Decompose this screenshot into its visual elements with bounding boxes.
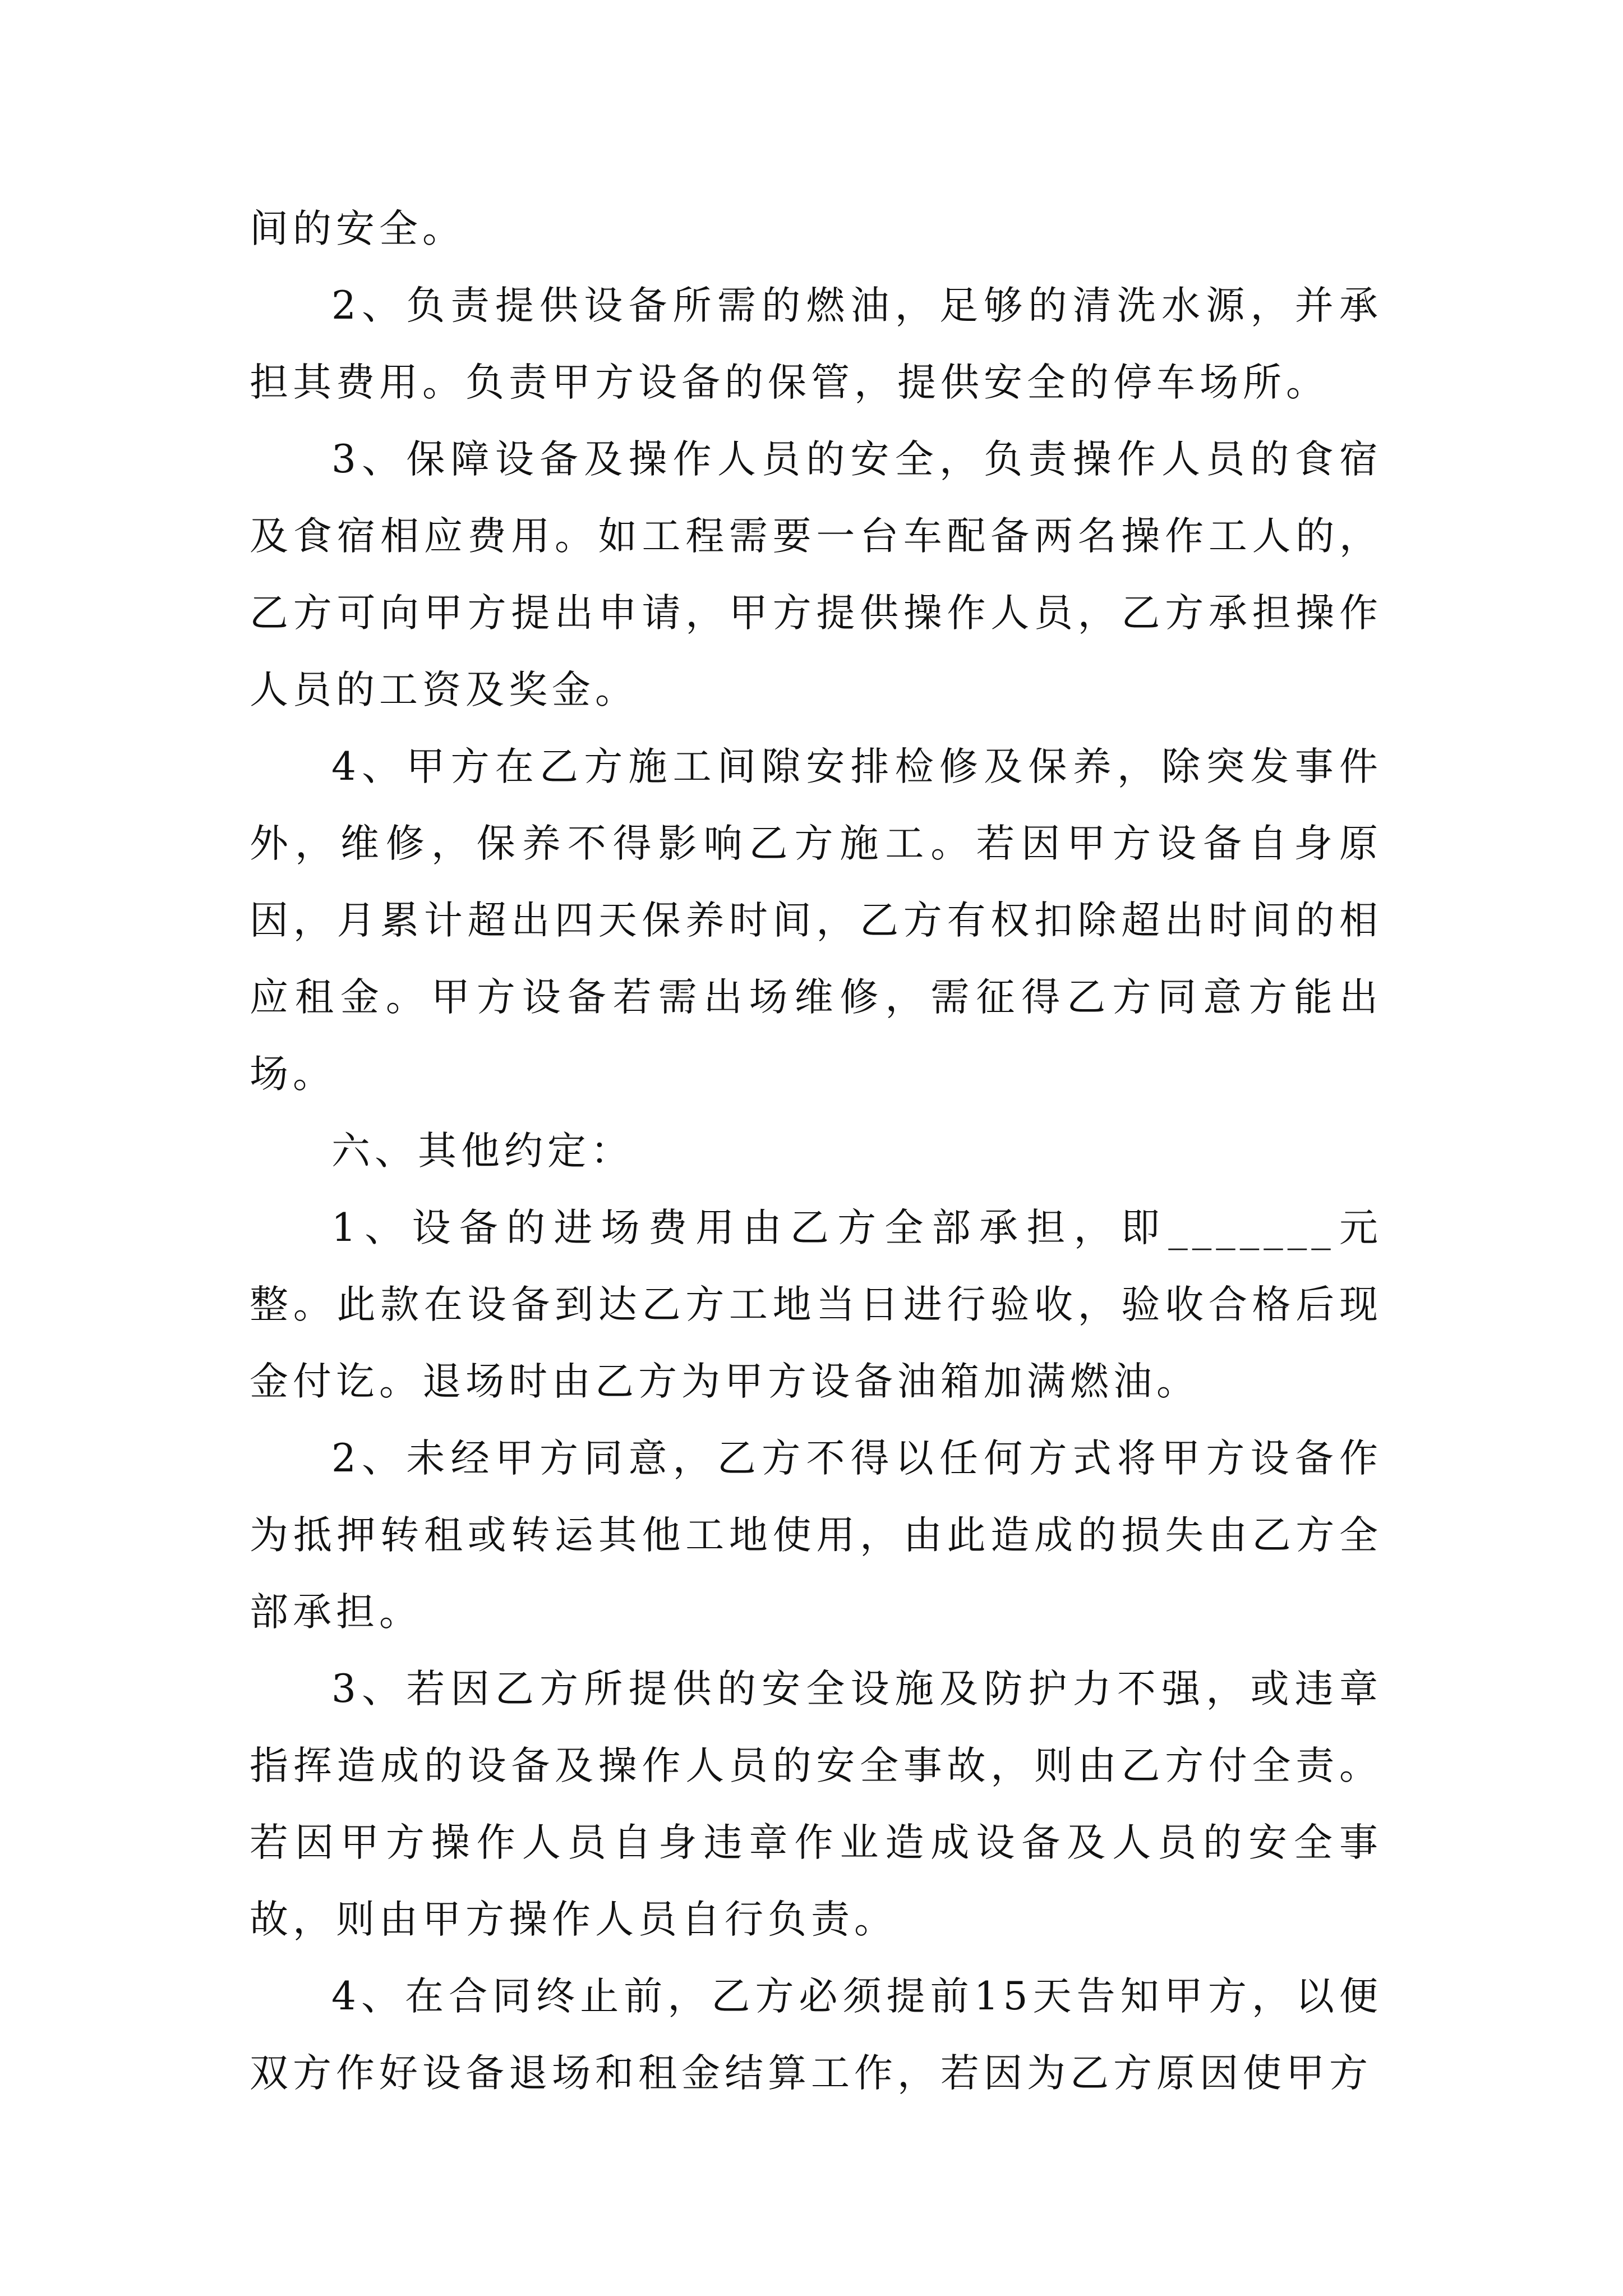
paragraph-other-3-accidents: 3、若因乙方所提供的安全设施及防护力不强，或违章指挥造成的设备及操作人员的安全事故，则由乙方付全责。若因甲方操作人员自身违章作业造成设备及人员的安全事故，则由甲方操作人员自行负责。 — [250, 1667, 1382, 1942]
paragraph-item-4-maintenance: 4、甲方在乙方施工间隙安排检修及保养，除突发事件外，维修，保养不得影响乙方施工。若因甲方设备自身原因，月累计超出四天保养时间，乙方有权扣除超出时间的相应租金。甲方设备若需出场维修，需征得乙方同意方能出场。 — [250, 744, 1382, 1097]
paragraph-item-3-safety: 3、保障设备及操作人员的安全，负责操作人员的食宿及食宿相应费用。如工程需要一台车配备两名操作工人的，乙方可向甲方提出申请，甲方提供操作人员，乙方承担操作人员的工资及奖金。 — [250, 437, 1382, 712]
document-body — [250, 191, 1382, 2112]
paragraph-continuation: 间的安全。 — [250, 206, 465, 251]
paragraph-other-1-entry-fee: 1、设备的进场费用由乙方全部承担，即_______元整。此款在设备到达乙方工地当日进行验收，验收合格后现金付讫。退场时由乙方为甲方设备油箱加满燃油。 — [250, 1205, 1382, 1404]
section-heading-other-terms: 六、其他约定： — [331, 1129, 634, 1174]
paragraph-item-2-fuel: 2、负责提供设备所需的燃油，足够的清洗水源，并承担其费用。负责甲方设备的保管，提供安全的停车场所。 — [250, 283, 1382, 405]
paragraph-other-4-termination: 4、在合同终止前，乙方必须提前15天告知甲方，以便双方作好设备退场和租金结算工作，若因为乙方原因使甲方 — [250, 1974, 1382, 2096]
paragraph-other-2-sublease: 2、未经甲方同意，乙方不得以任何方式将甲方设备作为抵押转租或转运其他工地使用，由此造成的损失由乙方全部承担。 — [250, 1436, 1382, 1635]
